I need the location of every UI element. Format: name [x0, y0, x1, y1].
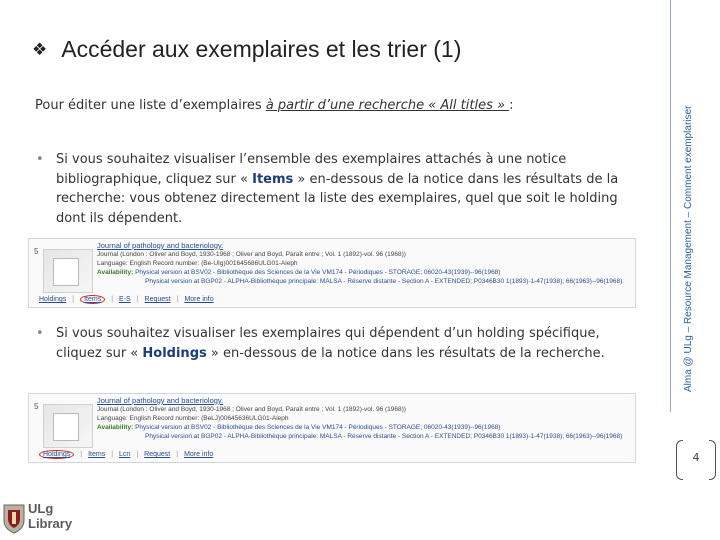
- intro-text: [35, 98, 514, 113]
- search-result-screenshot-holdings: [28, 393, 636, 463]
- separator: |: [176, 451, 179, 458]
- ulg-library-logo: [2, 497, 72, 539]
- bullet-dot: •: [36, 152, 44, 167]
- separator: |: [111, 296, 114, 303]
- availability-line-2[interactable]: [145, 278, 622, 285]
- items-link[interactable]: Items: [88, 451, 106, 458]
- availability-value[interactable]: Physical version at BSV02 - Bibliothèque des Sciences de la Vie VM174 - Périodiques - STORAGE; 06020-43(1939)--96(1968): [135, 269, 501, 276]
- request-link[interactable]: Request: [144, 296, 171, 303]
- holdings-link[interactable]: Holdings: [39, 450, 74, 459]
- journal-line: Journal (London : Oliver and Boyd, 1930-1968 ; Oliver and Boyd, Paraît entre ; Vol. 1 (1892)-vol. 96 (1968)): [97, 251, 406, 258]
- journal-line: Journal (London : Oliver and Boyd, 1930-1968 ; Oliver and Boyd, Paraît entre ; Vol. 1 (1892)-vol. 96 (1968)): [97, 406, 406, 413]
- items-link[interactable]: Items: [80, 295, 105, 304]
- sidebar-vertical-text: Alma @ ULg – Resource Management – Comment exemplariser: [683, 105, 694, 392]
- intro-emphasis: à partir d’une recherche « All titles »: [265, 98, 510, 113]
- intro-after: :: [509, 98, 514, 113]
- separator: |: [111, 451, 114, 458]
- diamond-bullet-icon: ❖: [32, 40, 48, 59]
- separator: |: [136, 296, 139, 303]
- request-link[interactable]: Request: [144, 451, 171, 458]
- bullet-text: [56, 150, 646, 228]
- bullet-items: [36, 150, 646, 228]
- more-info-link[interactable]: More info: [184, 296, 214, 303]
- bullet-text-before: Si vous souhaitez visualiser les exemplaires qui dépendent d’un holding spécifique, cliquez sur «: [56, 326, 600, 361]
- bullet-holdings: [36, 324, 646, 363]
- page-number: 4: [692, 451, 700, 464]
- search-result-screenshot-items: [28, 238, 636, 308]
- intro-before: Pour éditer une liste d’exemplaires: [35, 98, 266, 113]
- bullet-keyword: Items: [252, 171, 294, 187]
- separator: |: [80, 451, 83, 458]
- result-number: 5: [34, 402, 39, 411]
- separator: |: [136, 451, 139, 458]
- bullet-text-before: Si vous souhaitez visualiser l’ensemble des exemplaires attachés à une notice bibliographique, cliquez sur «: [56, 152, 567, 187]
- slide-title: [32, 36, 461, 63]
- university-seal-icon: [2, 502, 26, 534]
- bullet-text-after: » en-dessous de la notice dans les résultats de la recherche: vous obtenez directement la liste des exemplaires, quel que soit le holding dont ils dépendent.: [56, 171, 619, 226]
- logo-line-2: Library: [28, 516, 73, 531]
- result-number: 5: [34, 247, 39, 256]
- language-line: Language: English Record number: (Be-UIg)001645686ULG01-Aleph: [97, 260, 298, 267]
- separator: |: [72, 296, 75, 303]
- title-text: Accéder aux exemplaires et les trier (1): [61, 36, 462, 62]
- bullet-text: [56, 324, 646, 363]
- logo-line-1: ULg: [28, 501, 54, 516]
- page-number-box: [672, 440, 720, 480]
- availability-line-1: [97, 269, 500, 276]
- more-info-link[interactable]: More info: [184, 451, 214, 458]
- availability-value[interactable]: Physical version at BGP02 - ALPHA-Bibliothèque principale: MALSA - Réserve distante - Section A - EXTENDED; P0346B30 1(1893)-1-47(1938); 66(1963)--96(1968): [145, 278, 623, 285]
- result-actions: [39, 295, 220, 304]
- bullet-keyword: Holdings: [142, 345, 207, 361]
- record-title[interactable]: Journal of pathology and bacteriology.: [97, 241, 224, 250]
- es-link[interactable]: E-S: [119, 296, 131, 303]
- record-title[interactable]: Journal of pathology and bacteriology.: [97, 396, 224, 405]
- availability-label: Availability:: [97, 269, 134, 276]
- availability-label: Availability:: [97, 424, 134, 431]
- bullet-text-after: » en-dessous de la notice dans les résultats de la recherche.: [206, 345, 605, 361]
- language-line: Language: English Record number: (BeLJ)00645636ULG01-Aleph: [97, 415, 289, 422]
- result-actions: [39, 450, 219, 459]
- holdings-link[interactable]: Holdings: [39, 296, 67, 303]
- logo-text: [28, 501, 72, 531]
- separator: |: [176, 296, 179, 303]
- availability-line-1: [97, 424, 500, 431]
- availability-line-2[interactable]: [145, 433, 622, 440]
- availability-value[interactable]: Physical version at BGP02 - ALPHA-Bibliothèque principale: MALSA - Réserve distante - Section A - EXTENDED; P0346B30 1(1893)-1-47(1938); 66(1963)--96(1968): [145, 433, 623, 440]
- journal-thumbnail-icon: [43, 249, 93, 293]
- journal-thumbnail-icon: [43, 404, 93, 448]
- bullet-dot: •: [36, 326, 44, 341]
- lcn-link[interactable]: Lcn: [119, 451, 131, 458]
- sidebar-divider: [670, 0, 671, 412]
- availability-value[interactable]: Physical version at BSV02 - Bibliothèque des Sciences de la Vie VM174 - Périodiques - STORAGE; 06020-43(1939)--96(1968): [135, 424, 501, 431]
